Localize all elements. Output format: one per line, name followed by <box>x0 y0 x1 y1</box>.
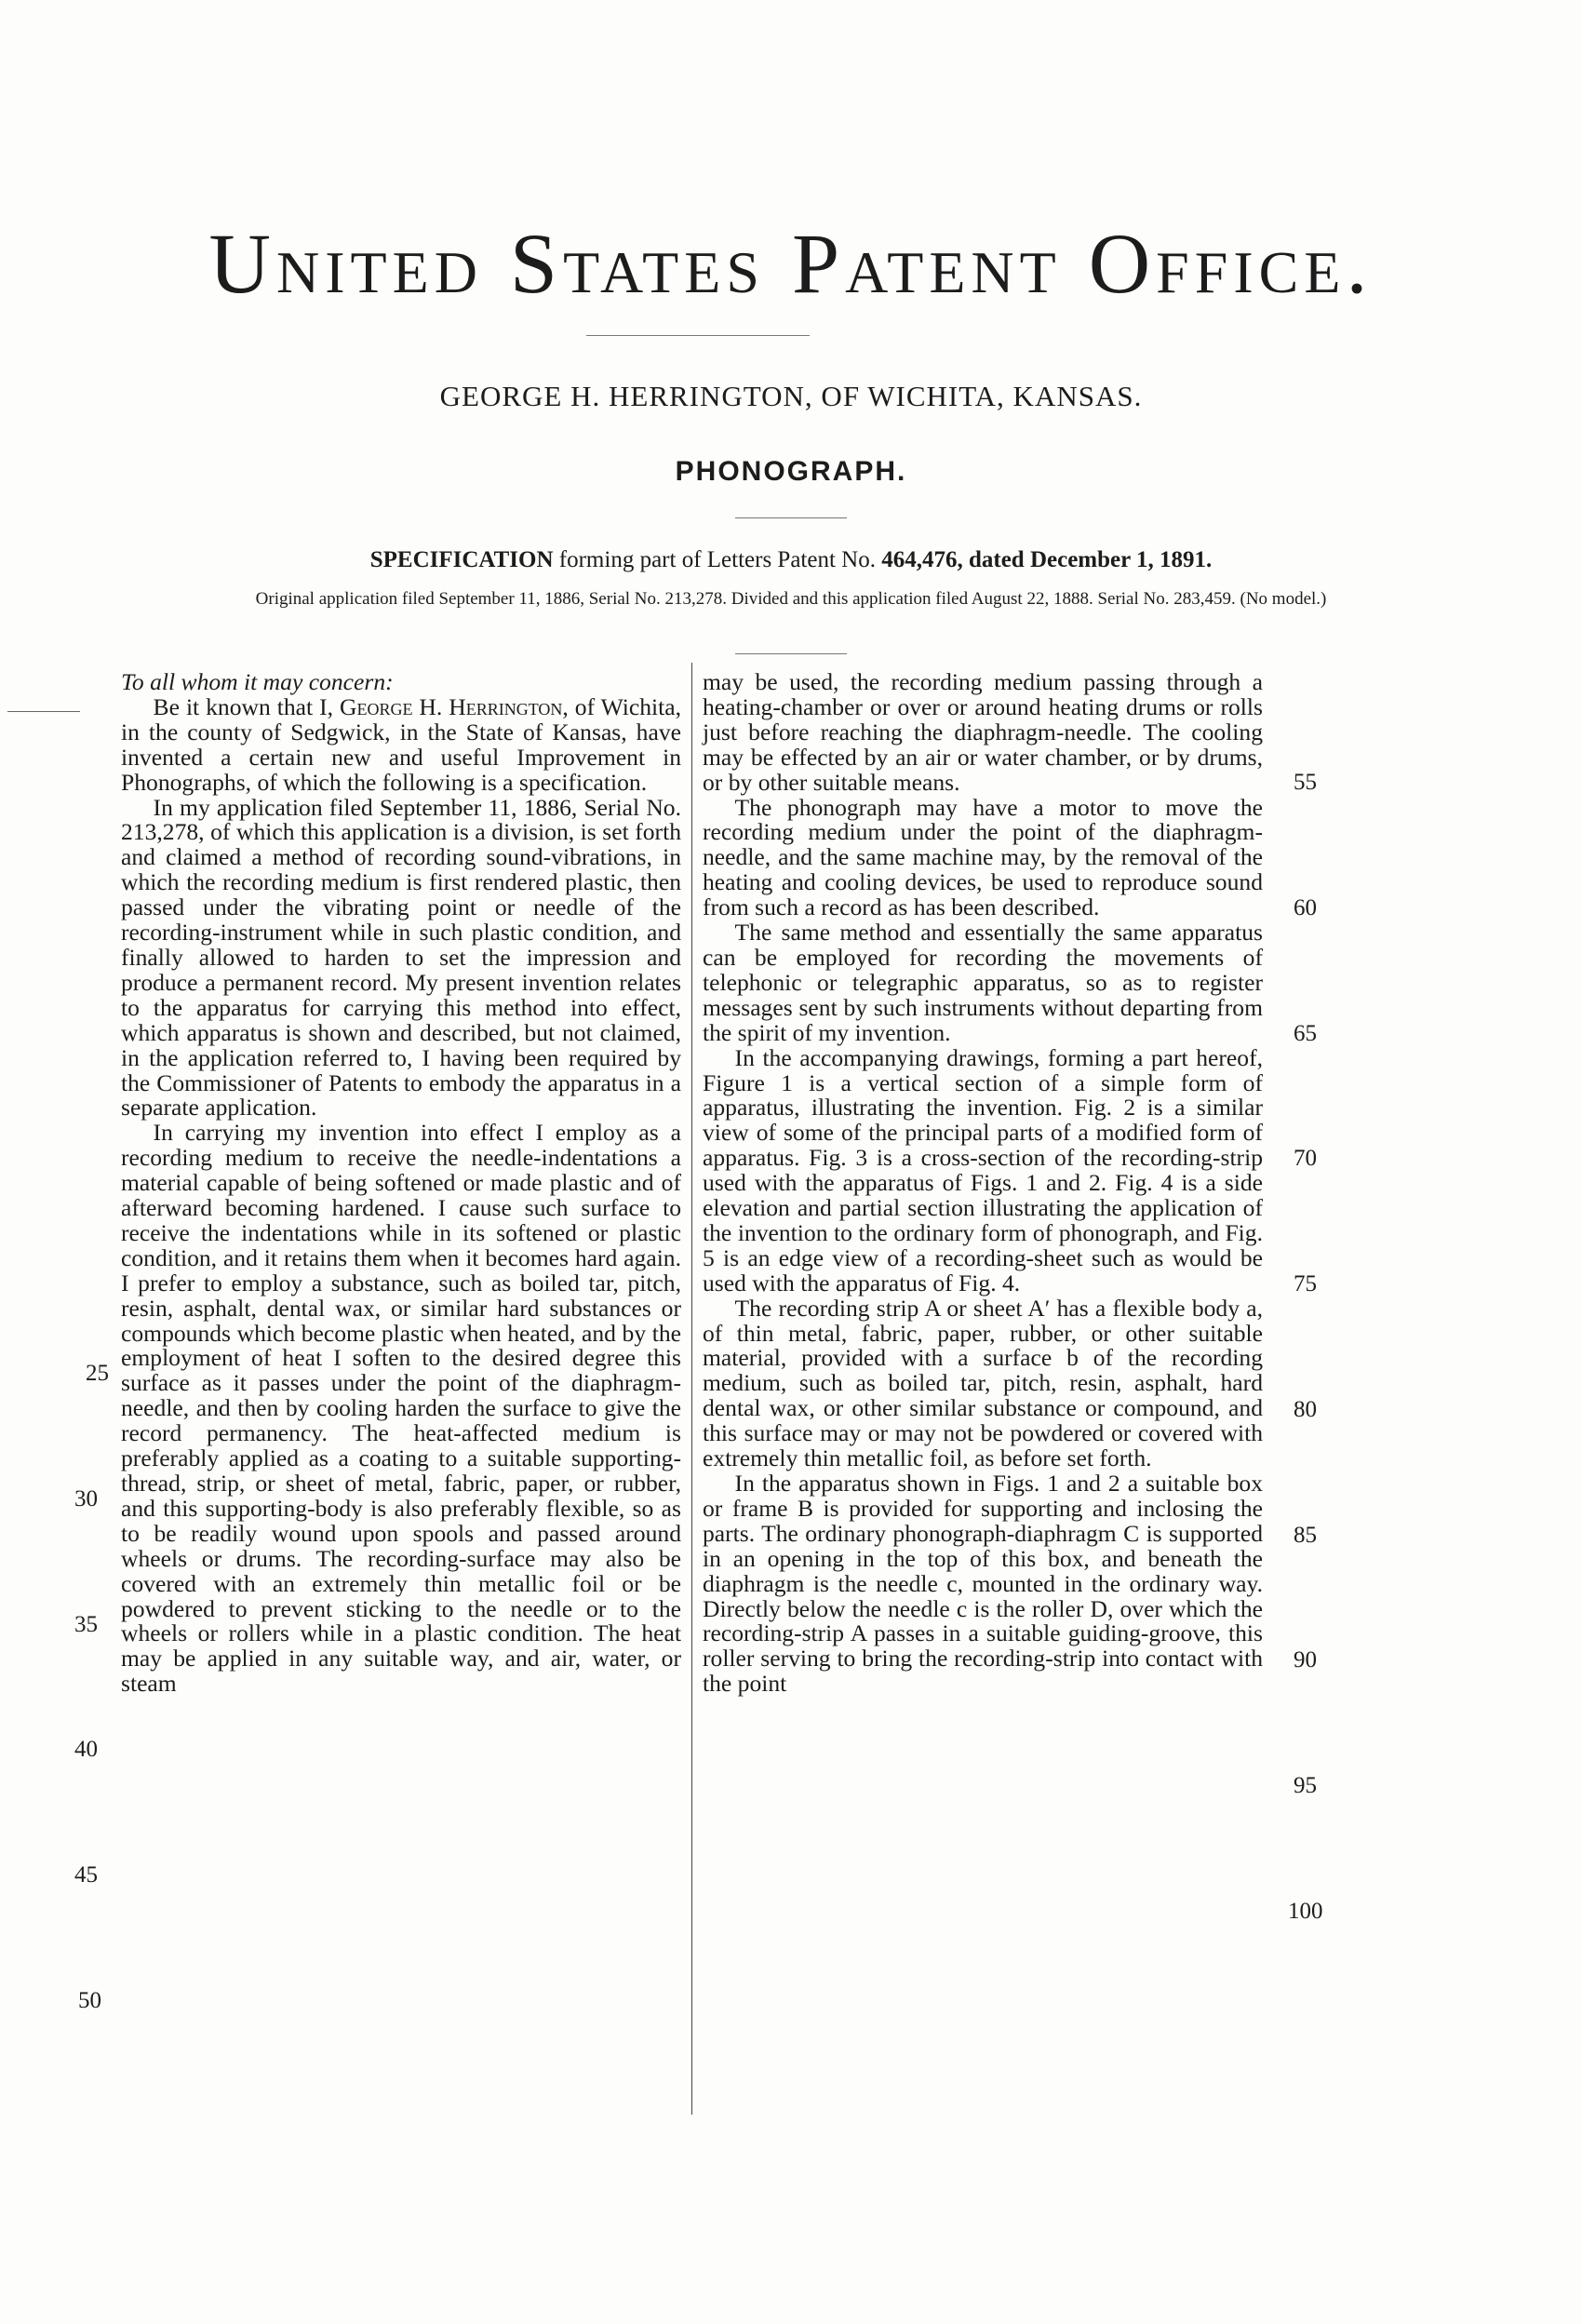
right-column <box>703 670 1263 1697</box>
line-number: 70 <box>1294 1146 1317 1171</box>
patent-number-date: 464,476, dated December 1, 1891. <box>881 547 1213 572</box>
left-column <box>121 670 681 1697</box>
line-number: 60 <box>1294 895 1317 920</box>
paragraph: In the accompanying drawings, forming a part hereof, Figure 1 is a vertical section of a simple form of apparatus, illustrating the invention. Fig. 2 is a similar view of some of the principal parts of a modified form of apparatus. Fig. 3 is a cross-section of the recording-strip used with the apparatus of Figs. 1 and 2. Fig. 4 is a side elevation and partial section illustrating the application of the invention to the ordinary form of phonograph, and Fig. 5 is an edge view of a recording-sheet such as would be used with the apparatus of Fig. 4. <box>703 1043 1263 1296</box>
line-number: 65 <box>1294 1021 1317 1046</box>
paragraph: In carrying my invention into effect I employ as a recording medium to receive the needle-indentations a material capable of being softened or made plastic and of afterward becoming hardened. I cause such surface to receive the indentations while in its softened or plastic condition, and it retains them when it becomes hard again. I prefer to employ a substance, such as boiled tar, pitch, resin, asphalt, dental wax, or similar hard substances or compounds which become plastic when heated, and by the employment of heat I soften to the desired degree this surface as it passes under the point of the diaphragm-needle, and then by cooling harden the surface to give the record permanency. The heat-affected medium is preferably applied as a coating to a suitable supporting-thread, strip, or sheet of metal, fabric, paper, or rubber, and this supporting-body is also preferably flexible, so as to be readily wound upon spools and passed around wheels or drums. The recording-surface may also be covered with an extremely thin metallic foil or be powdered to prevent sticking to the needle or to the wheels or rollers while in a plastic condition. The heat may be applied in any suitable way, and air, water, or steam <box>121 1119 681 1698</box>
filing-info: Original application filed September 11, 1886, Serial No. 213,278. Divided and this application filed August 22, 1888. Serial No. 283,459. (No model.) <box>255 589 1327 609</box>
filing-rule <box>735 653 847 654</box>
office-title: United States Patent Office. <box>208 216 1374 311</box>
margin-mark <box>7 711 80 712</box>
line-number: 40 <box>74 1737 98 1762</box>
paragraph: The phonograph may have a motor to move the recording medium under the point of the diaphragm-needle, and the same machine may, by the removal of the heating and cooling devices, be used to reproduce sound from such a record as has been described. <box>703 793 1263 921</box>
line-number: 50 <box>78 1988 101 2013</box>
specification-prefix: SPECIFICATION <box>369 547 554 572</box>
paragraph: In the apparatus shown in Figs. 1 and 2 a suitable box or frame B is provided for supporting and inclosing the parts. The ordinary phonograph-diaphragm C is supported in an opening in the top of this box, and beneath the diaphragm is the needle c, mounted in the ordinary way. Directly below the needle c is the roller D, over which the recording-strip A passes in a suitable guiding-groove, this roller serving to bring the recording-strip into contact with the point <box>703 1470 1263 1698</box>
paragraph: The recording strip A or sheet A′ has a flexible body a, of thin metal, fabric, paper, rubber, or other suitable material, provided with a surface b of the recording medium, such as boiled tar, pitch, resin, asphalt, hard dental wax, or other similar substance or compound, and this surface may or may not be powdered or covered with extremely thin metallic foil, as before set forth. <box>703 1294 1263 1472</box>
intro-pre: Be it known that I, <box>153 692 340 720</box>
line-number: 90 <box>1294 1647 1317 1672</box>
subject-rule <box>735 517 847 518</box>
specification-line <box>0 547 1582 573</box>
title-rule <box>586 335 810 336</box>
line-number: 35 <box>74 1612 98 1637</box>
paragraph: may be used, the recording medium passing through a heating-chamber or over or around heating drums or rolls just before reaching the diaphragm-needle. The cooling may be effected by an air or water chamber, or by drums, or by other suitable means. <box>703 668 1263 796</box>
paragraph: In my application filed September 11, 1886, Serial No. 213,278, of which this application is a division, is set forth and claimed a method of recording sound-vibrations, in which the recording medium is first rendered plastic, then passed under the vibrating point or needle of the recording-instrument while in such plastic condition, and finally allowed to harden to set the impression and produce a permanent record. My present invention relates to the apparatus for carrying this method into effect, which apparatus is shown and described, but not claimed, in the application referred to, I having been required by the Commissioner of Patents to embody the apparatus in a separate application. <box>121 793 681 1122</box>
paragraph: The same method and essentially the same apparatus can be employed for recording the movements of telephonic or telegraphic apparatus, so as to register messages sent by such instruments without departing from the spirit of my invention. <box>703 919 1263 1046</box>
line-number: 80 <box>1294 1397 1317 1422</box>
line-number: 30 <box>74 1486 98 1511</box>
salutation: To all whom it may concern: <box>121 668 394 695</box>
specification-middle: forming part of Letters Patent No. <box>558 547 876 572</box>
line-number: 45 <box>74 1862 98 1887</box>
line-number: 100 <box>1288 1899 1323 1924</box>
inventor-line: GEORGE H. HERRINGTON, OF WICHITA, KANSAS. <box>439 380 1143 412</box>
patent-subject: PHONOGRAPH. <box>675 456 907 487</box>
column-divider <box>691 663 692 2115</box>
line-number: 55 <box>1294 770 1317 795</box>
line-number: 85 <box>1294 1523 1317 1548</box>
line-number: 75 <box>1294 1271 1317 1296</box>
inventor-name: George H. Herrington <box>339 692 563 720</box>
intro-paragraph <box>121 692 681 796</box>
line-number: 25 <box>86 1361 109 1386</box>
intro-post: , of Wichita, in the county of Sedgwick, in the State of Kansas, have invented a certain new and useful Improvement in Phonographs, of which the following is a specification. <box>121 692 681 796</box>
line-number: 95 <box>1294 1773 1317 1798</box>
